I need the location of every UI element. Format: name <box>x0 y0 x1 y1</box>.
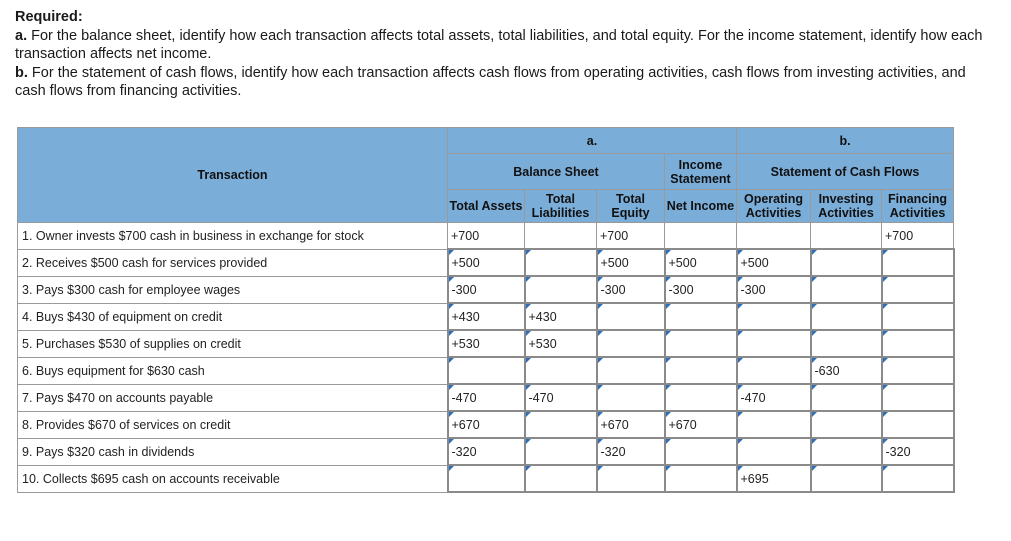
answer-cell[interactable] <box>665 303 737 330</box>
answer-cell[interactable] <box>665 438 737 465</box>
answer-cell <box>665 223 737 250</box>
column-header: Net Income <box>665 190 737 223</box>
answer-cell[interactable] <box>525 411 597 438</box>
part-b-header: b. <box>737 128 954 154</box>
answer-cell: +700 <box>882 223 954 250</box>
transaction-description: 4. Buys $430 of equipment on credit <box>18 303 448 330</box>
answer-cell[interactable]: +670 <box>665 411 737 438</box>
answer-cell[interactable] <box>525 276 597 303</box>
answer-cell[interactable] <box>448 465 525 492</box>
answer-cell[interactable] <box>448 357 525 384</box>
answer-cell[interactable] <box>882 249 954 276</box>
table-row <box>18 223 954 250</box>
answer-cell[interactable] <box>882 330 954 357</box>
answer-cell[interactable]: -630 <box>811 357 882 384</box>
answer-cell[interactable] <box>597 357 665 384</box>
balance-sheet-header: Balance Sheet <box>448 154 665 190</box>
answer-cell <box>525 223 597 250</box>
instruction-b-label: b. <box>15 64 28 81</box>
column-header: Total Equity <box>597 190 665 223</box>
column-header: Operating Activities <box>737 190 811 223</box>
answer-cell[interactable]: +430 <box>448 303 525 330</box>
answer-cell <box>811 223 882 250</box>
answer-cell[interactable]: -300 <box>597 276 665 303</box>
answer-cell[interactable] <box>525 465 597 492</box>
answer-cell[interactable]: +670 <box>597 411 665 438</box>
answer-cell[interactable] <box>811 276 882 303</box>
transaction-description: 7. Pays $470 on accounts payable <box>18 384 448 411</box>
table-row <box>18 303 954 330</box>
answer-cell[interactable] <box>665 357 737 384</box>
answer-cell[interactable]: -300 <box>665 276 737 303</box>
instruction-a <box>15 27 990 64</box>
table-row <box>18 465 954 492</box>
instruction-b <box>15 64 990 101</box>
answer-cell[interactable] <box>811 303 882 330</box>
answer-cell[interactable] <box>525 249 597 276</box>
answer-cell[interactable]: -300 <box>737 276 811 303</box>
answer-cell[interactable]: +500 <box>665 249 737 276</box>
answer-cell[interactable] <box>737 303 811 330</box>
transaction-analysis-table <box>17 127 955 493</box>
cash-flows-header: Statement of Cash Flows <box>737 154 954 190</box>
column-header: Financing Activities <box>882 190 954 223</box>
answer-cell[interactable] <box>525 357 597 384</box>
answer-cell: +700 <box>597 223 665 250</box>
answer-cell[interactable] <box>597 384 665 411</box>
answer-cell[interactable] <box>737 330 811 357</box>
transaction-description: 9. Pays $320 cash in dividends <box>18 438 448 465</box>
answer-cell[interactable]: -300 <box>448 276 525 303</box>
answer-cell[interactable] <box>597 330 665 357</box>
instruction-b-text: For the statement of cash flows, identify how each transaction affects cash flows from operating activities, cash flows from investing activities, and cash flows from financing activities. <box>15 64 966 99</box>
answer-cell[interactable] <box>737 357 811 384</box>
answer-cell[interactable]: -320 <box>597 438 665 465</box>
answer-cell[interactable] <box>882 465 954 492</box>
transaction-description: 6. Buys equipment for $630 cash <box>18 357 448 384</box>
answer-cell[interactable] <box>811 384 882 411</box>
answer-cell[interactable]: +430 <box>525 303 597 330</box>
instruction-a-label: a. <box>15 27 28 44</box>
answer-cell[interactable] <box>882 276 954 303</box>
column-header: Total Liabilities <box>525 190 597 223</box>
answer-cell[interactable]: +695 <box>737 465 811 492</box>
transaction-description: 5. Purchases $530 of supplies on credit <box>18 330 448 357</box>
answer-cell[interactable]: +500 <box>597 249 665 276</box>
answer-cell[interactable] <box>737 438 811 465</box>
table-row <box>18 438 954 465</box>
answer-cell[interactable] <box>882 384 954 411</box>
answer-cell[interactable]: +500 <box>737 249 811 276</box>
answer-cell[interactable] <box>597 303 665 330</box>
answer-cell[interactable] <box>811 465 882 492</box>
transaction-description: 8. Provides $670 of services on credit <box>18 411 448 438</box>
part-a-header: a. <box>448 128 737 154</box>
answer-cell[interactable]: -470 <box>448 384 525 411</box>
answer-cell[interactable]: -320 <box>882 438 954 465</box>
table-row <box>18 357 954 384</box>
answer-cell[interactable]: -470 <box>525 384 597 411</box>
required-instructions <box>15 8 990 101</box>
answer-cell[interactable] <box>811 330 882 357</box>
answer-cell <box>737 223 811 250</box>
answer-cell[interactable] <box>882 357 954 384</box>
answer-cell[interactable]: -320 <box>448 438 525 465</box>
instruction-a-text: For the balance sheet, identify how each transaction affects total assets, total liabilities, and total equity. For the income statement, identify how each transaction affects net income. <box>15 27 983 62</box>
answer-cell[interactable] <box>882 303 954 330</box>
table-row <box>18 411 954 438</box>
transaction-description: 2. Receives $500 cash for services provided <box>18 249 448 276</box>
answer-cell[interactable] <box>525 438 597 465</box>
answer-cell[interactable]: +500 <box>448 249 525 276</box>
answer-cell[interactable] <box>737 411 811 438</box>
answer-cell[interactable] <box>811 249 882 276</box>
column-header: Total Assets <box>448 190 525 223</box>
table-row <box>18 276 954 303</box>
answer-cell: +700 <box>448 223 525 250</box>
income-statement-header: Income Statement <box>665 154 737 190</box>
answer-cell[interactable] <box>665 330 737 357</box>
answer-cell[interactable] <box>665 465 737 492</box>
answer-cell[interactable]: +670 <box>448 411 525 438</box>
answer-cell[interactable] <box>665 384 737 411</box>
transaction-description: 1. Owner invests $700 cash in business in exchange for stock <box>18 223 448 250</box>
transaction-description: 10. Collects $695 cash on accounts receivable <box>18 465 448 492</box>
answer-cell[interactable] <box>811 438 882 465</box>
answer-cell[interactable]: +530 <box>525 330 597 357</box>
transaction-header: Transaction <box>18 128 448 223</box>
table-row <box>18 330 954 357</box>
table-row <box>18 384 954 411</box>
table-row <box>18 249 954 276</box>
answer-cell[interactable] <box>811 411 882 438</box>
answer-cell[interactable] <box>882 411 954 438</box>
answer-cell[interactable]: +530 <box>448 330 525 357</box>
answer-cell[interactable]: -470 <box>737 384 811 411</box>
answer-cell[interactable] <box>597 465 665 492</box>
column-header: Investing Activities <box>811 190 882 223</box>
transaction-description: 3. Pays $300 cash for employee wages <box>18 276 448 303</box>
required-title: Required: <box>15 9 83 25</box>
